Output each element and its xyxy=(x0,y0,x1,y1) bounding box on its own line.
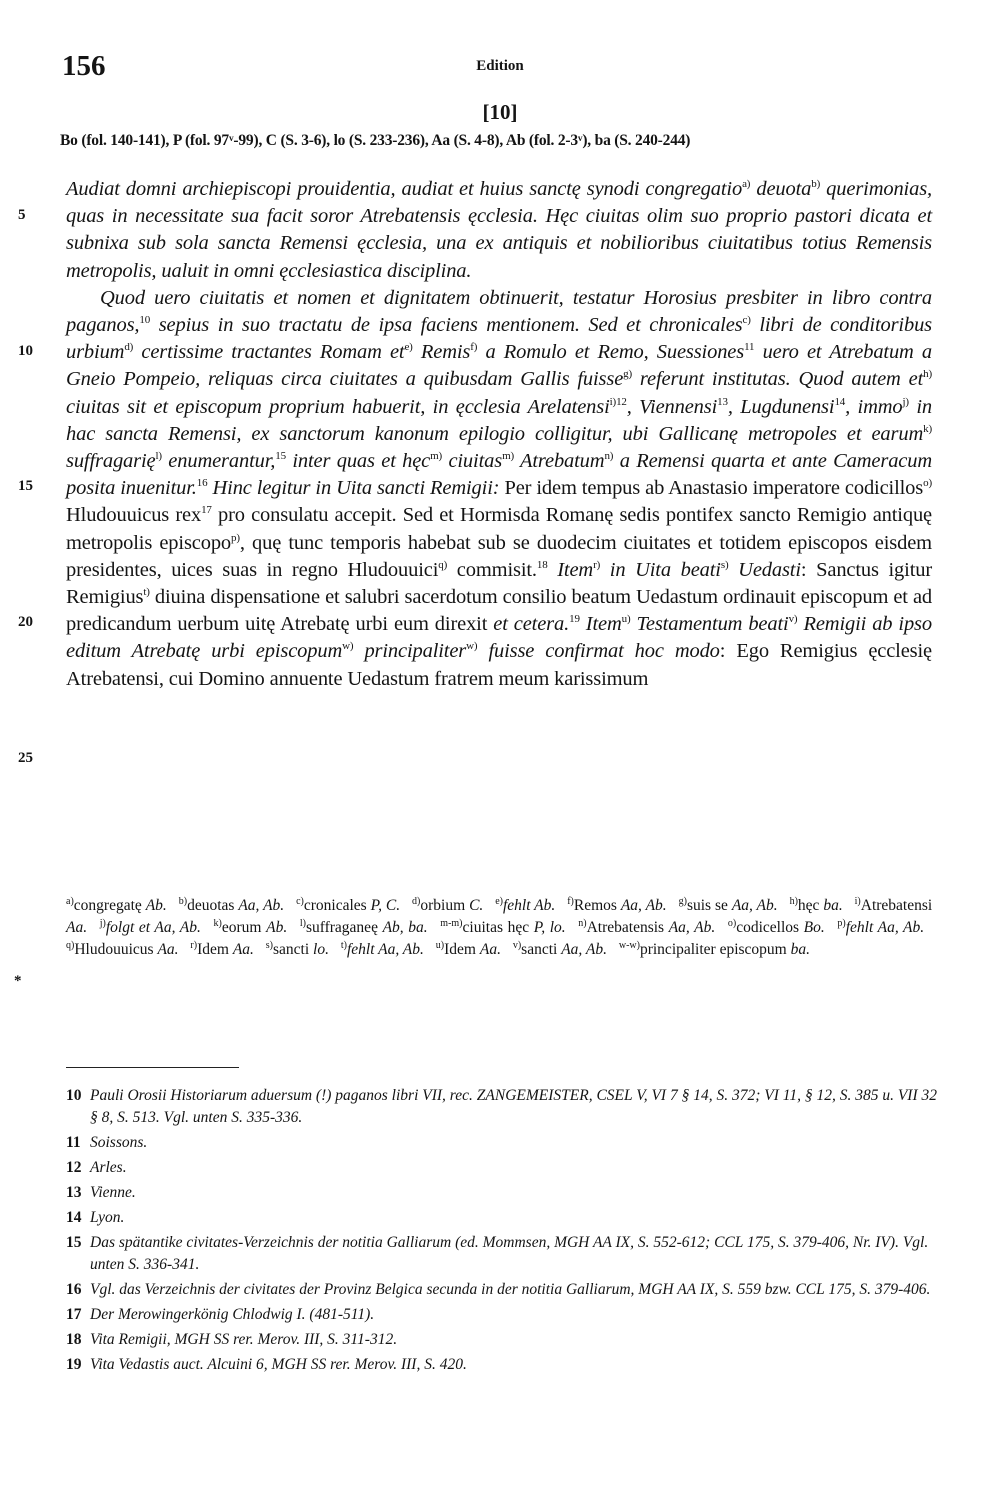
apparatus-sig: g) xyxy=(678,896,687,907)
apparatus-entry xyxy=(440,919,565,936)
apparatus-siglum: m) xyxy=(502,450,514,463)
apparatus-sig: a) xyxy=(66,896,74,907)
text-span: Audiat domni archiepiscopi prouidentia, audiat et huius sanctę synodi congregatio xyxy=(66,178,743,200)
apparatus-lemma: Idem xyxy=(197,941,229,959)
apparatus-siglum: w) xyxy=(466,640,478,653)
apparatus-lemma: Atrebatensis xyxy=(586,919,665,937)
footnote xyxy=(66,1279,938,1301)
text-span: referunt institutas. Quod autem et xyxy=(632,368,924,391)
apparatus-siglum: a) xyxy=(742,178,751,190)
apparatus-lemma: ciuitas hęc xyxy=(462,919,530,937)
footnote xyxy=(66,1157,938,1179)
footnote-text: Vita Vedastis auct. Alcuini 6, MGH SS rer. Merov. III, S. 420. xyxy=(90,1356,467,1373)
footnote-number: 12 xyxy=(66,1159,82,1176)
page-number: 156 xyxy=(62,50,106,82)
apparatus-siglum: u) xyxy=(621,613,631,626)
apparatus-note: P, C. xyxy=(370,897,401,914)
apparatus-sig: m-m) xyxy=(440,918,463,930)
footnote-number: 11 xyxy=(66,1134,81,1151)
text-span: Testamentum beati xyxy=(630,613,789,636)
apparatus-lemma: codicellos xyxy=(736,919,800,937)
line-number-20: 20 xyxy=(18,614,33,630)
footnote xyxy=(66,1132,938,1154)
text-span: libri de conditoribus urbium xyxy=(66,314,932,364)
text-span: Item xyxy=(547,558,594,581)
text-span: , immo xyxy=(845,395,903,418)
apparatus-lemma: eorum xyxy=(221,919,262,937)
apparatus-entry xyxy=(679,897,778,914)
apparatus-sig: c) xyxy=(296,896,304,907)
apparatus-note: fehlt Ab. xyxy=(502,897,556,914)
apparatus-sig: l) xyxy=(299,918,306,930)
text-span: Uedasti xyxy=(728,558,801,581)
apparatus-sig: i) xyxy=(854,896,861,907)
text-span: Hinc legitur in Uita sancti Remigii: xyxy=(207,477,500,500)
apparatus-sig: d) xyxy=(412,896,421,907)
apparatus-entry xyxy=(266,941,329,958)
quotation-span: commisit. xyxy=(447,558,537,581)
text-span: Item xyxy=(579,613,622,636)
apparatus-entry xyxy=(578,919,715,936)
apparatus-note: Aa, Ab. xyxy=(668,919,716,937)
footnote-ref: 13 xyxy=(717,395,728,408)
apparatus-siglum: g) xyxy=(623,368,633,381)
apparatus-lemma: orbium xyxy=(420,897,466,914)
footnote-number: 18 xyxy=(66,1331,82,1348)
running-title: Edition xyxy=(476,58,524,74)
apparatus-entry xyxy=(790,897,843,914)
apparatus-note: Aa. xyxy=(157,941,179,959)
apparatus-entry xyxy=(190,941,254,958)
footnote-number: 14 xyxy=(66,1209,82,1226)
apparatus-note: ba. xyxy=(790,941,810,959)
text-span: a Remensi quarta et ante Cameracum posita inuenitur. xyxy=(66,450,932,500)
footnote-ref: 10 xyxy=(139,314,151,327)
text-span: , Viennensi xyxy=(626,395,718,418)
apparatus-sig: r) xyxy=(190,940,198,952)
paragraph-2 xyxy=(66,285,932,693)
apparatus-entry xyxy=(66,897,167,914)
apparatus-entry xyxy=(179,897,284,914)
text-span: Quod uero ciuitatis et nomen et dignitatem obtinuerit, testatur Horosius presbiter in libro contra paganos, xyxy=(66,286,932,337)
apparatus-siglum: k) xyxy=(923,422,932,435)
apparatus-note: Aa. xyxy=(232,941,254,959)
footnote-text: Das spätantike civitates-Verzeichnis der notitia Galliarum (ed. Mommsen, MGH AA IX, S. 552-612; CCL 175, S. 379-406, Nr. IV). Vgl. unten S. 336-341. xyxy=(90,1234,929,1273)
footnote-text: Arles. xyxy=(90,1159,127,1176)
apparatus-lemma: Idem xyxy=(444,941,476,959)
quotation-span: , quę tunc temporis habebat sub se duodecim ciuitates et totidem episcopos eisdem presidentes, uices suas in regno Hludouuici xyxy=(66,531,932,581)
apparatus-entry xyxy=(341,941,424,958)
footnote-text: Vienne. xyxy=(90,1184,136,1201)
apparatus-sig: p) xyxy=(837,918,846,930)
text-span: fuisse confirmat hoc modo xyxy=(477,640,720,663)
apparatus-entry xyxy=(66,941,179,958)
footnote-number: 16 xyxy=(66,1281,82,1298)
line-number-5: 5 xyxy=(18,207,26,223)
paragraph-1 xyxy=(66,176,932,285)
apparatus-siglum: r) xyxy=(593,558,601,571)
quotation-span: : Sanctus igitur Remigius xyxy=(66,558,933,609)
footnote-number: 10 xyxy=(66,1087,82,1104)
text-span: uero et Atrebatum a Gneio Pompeio, reliquas circa ciuitates a quibusdam Gallis fuisse xyxy=(66,341,933,391)
apparatus-siglum: d) xyxy=(124,341,134,354)
footnote-ref: 17 xyxy=(201,504,212,517)
text-span: enumerantur, xyxy=(161,450,276,473)
apparatus-entry xyxy=(495,897,555,914)
apparatus-siglum: e) xyxy=(404,341,413,354)
apparatus-lemma: sancti xyxy=(273,941,310,959)
apparatus-note: fehlt Aa, Ab. xyxy=(346,941,424,959)
section-number: [10] xyxy=(482,100,518,124)
apparatus-lemma: sancti xyxy=(521,941,558,959)
apparatus-note: Aa, Ab. xyxy=(620,897,667,914)
text-span: principaliter xyxy=(353,640,467,663)
apparatus-siglum: v) xyxy=(788,613,798,626)
apparatus-note: P, lo. xyxy=(533,919,566,937)
apparatus-sig: s) xyxy=(265,940,274,952)
text-span: certissime tractantes Romam et xyxy=(133,341,405,364)
footnote xyxy=(66,1329,938,1351)
apparatus-entry xyxy=(412,897,483,914)
apparatus-entry xyxy=(300,919,428,936)
critical-apparatus xyxy=(66,895,932,962)
footnote-text: Vgl. das Verzeichnis der civitates der Provinz Belgica secunda in der notitia Galliarum, MGH AA IX, S. 559 bzw. CCL 175, S. 379-406. xyxy=(90,1281,931,1298)
apparatus-siglum: w) xyxy=(342,640,354,653)
apparatus-note: Ab, ba. xyxy=(382,919,428,937)
quotation-span: Hludouuicus rex xyxy=(66,504,202,527)
apparatus-sig: e) xyxy=(495,896,503,907)
line-number-15: 15 xyxy=(18,478,33,494)
apparatus-sig: o) xyxy=(727,918,737,930)
text-span: deuota xyxy=(750,178,812,200)
apparatus-note: Aa. xyxy=(479,941,501,959)
text-span: sepius in suo tractatu de ipsa faciens mentionem. Sed et chronicales xyxy=(150,314,743,337)
apparatus-entry xyxy=(513,941,607,958)
footnote-text: Pauli Orosii Historiarum aduersum (!) paganos libri VII, rec. ZANGEMEISTER, CSEL V, VI 7 § 14, S. 372; VI 11, § 12, S. 385 u. VII 32 § 8, S. 513. Vgl. unten S. 335-336. xyxy=(90,1087,938,1126)
apparatus-sig: v) xyxy=(512,940,522,952)
footnote-ref: 12 xyxy=(616,395,627,408)
apparatus-lemma: suffraganeę xyxy=(305,919,378,937)
text-span: inter quas et hęc xyxy=(285,450,431,473)
footnote-number: 17 xyxy=(66,1306,82,1323)
apparatus-lemma: Hludouuicus xyxy=(74,941,154,959)
apparatus-entry xyxy=(619,941,810,958)
text-span: Remigii ab ipso editum Atrebatę urbi episcopum xyxy=(66,613,932,663)
apparatus-note: Aa, Ab. xyxy=(561,941,607,959)
apparatus-entry xyxy=(296,897,400,914)
apparatus-note: ba. xyxy=(823,897,843,914)
apparatus-lemma: suis se xyxy=(686,897,728,914)
footnote-ref: 16 xyxy=(196,477,208,490)
quotation-span: diuina dispensatione et salubri sacerdotum consilio beatum Uedastum ordinauit episcopum et ad predicandum uerbum uitę Atrebatę urbi eum direxit xyxy=(66,586,932,636)
text-span: ciuitas sit et episcopum proprium habuerit, in ęcclesia Arelatensi xyxy=(66,395,610,418)
footnote-text: Lyon. xyxy=(90,1209,125,1226)
footnote-number: 19 xyxy=(66,1356,82,1373)
line-number-10: 10 xyxy=(18,343,33,359)
text-span: in Uita beati xyxy=(600,558,721,581)
apparatus-note: fehlt Aa, Ab. xyxy=(845,919,925,937)
apparatus-sig: q) xyxy=(66,940,75,952)
apparatus-siglum: n) xyxy=(604,450,614,463)
apparatus-sig: b) xyxy=(178,896,188,907)
margin-asterisk: * xyxy=(14,973,22,989)
manuscript-sigla: Bo (fol. 140-141), P (fol. 97ᵛ-99), C (S. 3-6), lo (S. 233-236), Aa (S. 4-8), Ab (fol. 2-3ᵛ), ba (S. 240-244) xyxy=(60,132,691,149)
apparatus-sig: h) xyxy=(789,896,798,907)
apparatus-sig: k) xyxy=(213,918,222,930)
footnote-text: Der Merowingerkönig Chlodwig I. (481-511). xyxy=(90,1306,375,1323)
text-span: Atrebatum xyxy=(513,450,605,473)
apparatus-siglum: l) xyxy=(155,450,162,463)
quotation-span: Per idem tempus ab Anastasio imperatore codicillos xyxy=(499,477,924,500)
apparatus-sig: u) xyxy=(435,940,445,952)
apparatus-siglum: m) xyxy=(430,450,443,463)
footnote-text: Soissons. xyxy=(90,1134,148,1151)
apparatus-sig: t) xyxy=(340,940,347,952)
apparatus-lemma: deuotas xyxy=(187,897,235,914)
apparatus-lemma: cronicales xyxy=(303,897,367,914)
footnote xyxy=(66,1207,938,1229)
line-number-25: 25 xyxy=(18,750,33,766)
footnote-divider xyxy=(66,1067,239,1068)
footnote-ref: 14 xyxy=(834,395,846,408)
apparatus-siglum: s) xyxy=(720,558,729,571)
footnote-ref: 11 xyxy=(744,341,755,354)
apparatus-note: Aa, Ab. xyxy=(238,897,285,914)
apparatus-note: Aa. xyxy=(66,919,88,937)
text-span: et cetera. xyxy=(487,613,570,636)
text-span: , Lugdunensi xyxy=(727,395,835,418)
text-span: in hac sancta Remensi, ex sanctorum kanonum epilogio colligitur, ubi Gallicanę metropoles et earum xyxy=(66,395,933,445)
apparatus-note: C. xyxy=(469,897,484,914)
footnote-ref: 19 xyxy=(569,613,580,626)
apparatus-lemma: hęc xyxy=(797,897,820,914)
apparatus-lemma: Atrebatensi xyxy=(860,897,933,914)
apparatus-siglum: h) xyxy=(923,368,932,381)
footnote-number: 13 xyxy=(66,1184,82,1201)
text-span: a Romulo et Remo, Suessiones xyxy=(477,341,745,364)
footnote-number: 15 xyxy=(66,1234,82,1251)
footnote xyxy=(66,1232,938,1276)
apparatus-note: folgt et Aa, Ab. xyxy=(105,919,201,937)
quotation-span: pro consulatu accepit. Sed et Hormisda Romanę sedis pontifex sancto Remigio antiquę metropolis episcopo xyxy=(66,504,932,554)
apparatus-sig: n) xyxy=(578,918,587,930)
apparatus-note: Bo. xyxy=(803,919,825,937)
apparatus-siglum: b) xyxy=(811,178,821,190)
footnotes xyxy=(66,1085,938,1379)
apparatus-siglum: o) xyxy=(923,477,932,490)
apparatus-sig: f) xyxy=(567,896,574,907)
footnote xyxy=(66,1304,938,1326)
apparatus-entry xyxy=(567,897,666,914)
apparatus-lemma: Remos xyxy=(573,897,617,914)
quotation-span: : Ego Remigius ęcclesię Atrebatensi, cui Domino annuente Uedastum fratrem meum karissimum xyxy=(66,640,933,690)
footnote xyxy=(66,1354,938,1376)
apparatus-siglum: j) xyxy=(902,395,909,408)
text-span: ciuitas xyxy=(442,450,503,473)
footnote-ref: 15 xyxy=(275,450,286,463)
apparatus-entry xyxy=(214,919,288,936)
apparatus-note: lo. xyxy=(313,941,329,959)
apparatus-siglum: q) xyxy=(438,558,448,571)
text-span: suffragarię xyxy=(66,450,156,473)
apparatus-note: Ab. xyxy=(266,919,288,937)
apparatus-siglum: t) xyxy=(143,586,150,599)
apparatus-lemma: congregatę xyxy=(73,897,142,914)
apparatus-note: Aa, Ab. xyxy=(731,897,778,914)
apparatus-entry xyxy=(837,919,924,936)
apparatus-entry xyxy=(436,941,501,958)
apparatus-siglum: f) xyxy=(470,341,478,354)
apparatus-siglum: p) xyxy=(231,531,240,544)
apparatus-entry xyxy=(728,919,825,936)
apparatus-lemma: principaliter episcopum xyxy=(639,941,787,959)
text-span: Remis xyxy=(412,341,471,364)
apparatus-siglum: c) xyxy=(742,314,751,327)
footnote-text: Vita Remigii, MGH SS rer. Merov. III, S. 311-312. xyxy=(90,1331,398,1348)
apparatus-note: Ab. xyxy=(145,897,167,914)
footnote xyxy=(66,1182,938,1204)
edition-text xyxy=(66,176,932,693)
footnote-ref: 18 xyxy=(536,558,548,571)
apparatus-siglum: i) xyxy=(609,395,617,408)
footnote xyxy=(66,1085,938,1129)
apparatus-sig: w-w) xyxy=(618,940,640,952)
text-span: querimonias, quas in necessitate sua facit soror Atrebatensis ęcclesia. Hęc ciuitas olim suo proprio pastori dicata et subnixa sub sola sancta Remensi ęcclesia, una ex antiquis et nobilioribus ciuitatibus totius Remensis metropolis, ualuit in omni ęcclesiastica disciplina. xyxy=(66,178,932,282)
apparatus-sig: j) xyxy=(99,918,106,930)
apparatus-entry xyxy=(100,919,201,936)
